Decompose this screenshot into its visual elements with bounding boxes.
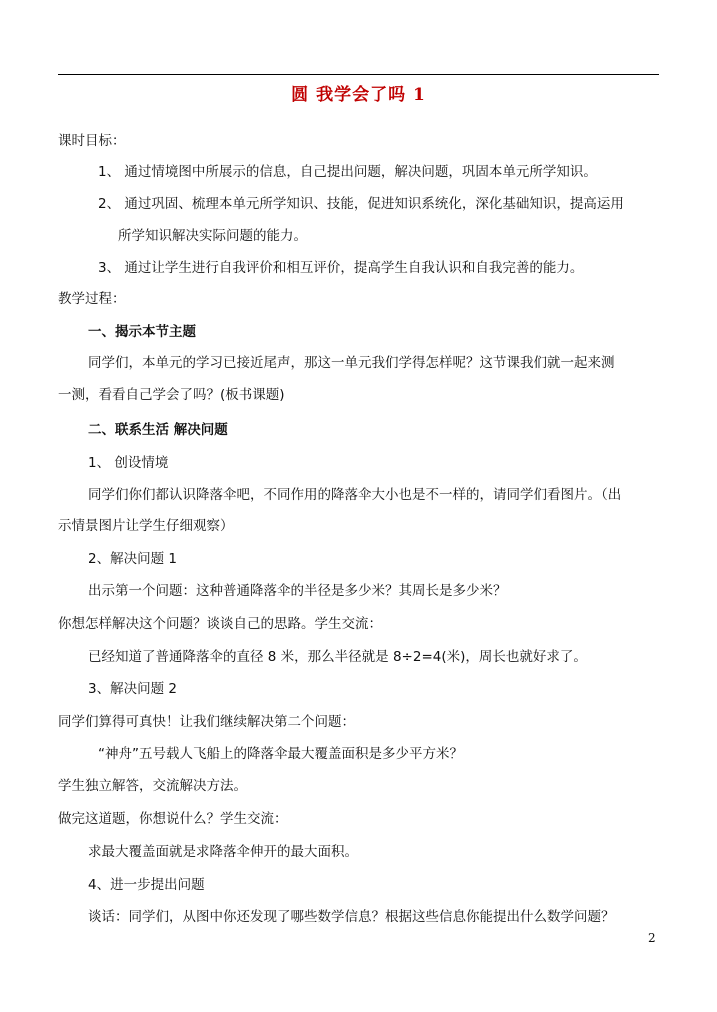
step-1-paragraph-continued: 示情景图片让学生仔细观察） — [58, 518, 234, 534]
section-1-heading: 一、揭示本节主题 — [88, 324, 196, 340]
section-1-paragraph-continued: 一测，看看自己学会了吗？(板书课题) — [58, 387, 285, 403]
process-heading: 教学过程： — [58, 291, 126, 307]
section-2-heading: 二、联系生活 解决问题 — [88, 422, 228, 438]
section-1-paragraph: 同学们，本单元的学习已接近尾声，那这一单元我们学得怎样呢？这节课我们就一起来测 — [88, 355, 615, 371]
step-3-heading: 3、解决问题 2 — [88, 681, 177, 697]
page-number: 2 — [648, 931, 656, 945]
objective-3: 3、 通过让学生进行自我评价和相互评价，提高学生自我认识和自我完善的能力。 — [98, 260, 584, 276]
objective-2: 2、 通过巩固、梳理本单元所学知识、技能，促进知识系统化，深化基础知识，提高运用 — [98, 196, 624, 212]
question-1-prompt: 你想怎样解决这个问题？谈谈自己的思路。学生交流： — [58, 616, 382, 632]
question-1: 出示第一个问题：这种普通降落伞的半径是多少米？其周长是多少米？ — [88, 583, 507, 599]
question-2-prompt: 做完这道题，你想说什么？学生交流： — [58, 811, 288, 827]
question-2-answer: 求最大覆盖面就是求降落伞伸开的最大面积。 — [88, 844, 358, 860]
question-2: “神舟”五号载人飞船上的降落伞最大覆盖面积是多少平方米？ — [98, 746, 463, 762]
step-4-heading: 4、进一步提出问题 — [88, 877, 205, 893]
step-1-heading: 1、 创设情境 — [88, 455, 169, 471]
step-4-paragraph: 谈话：同学们，从图中你还发现了哪些数学信息？根据这些信息你能提出什么数学问题？ — [88, 909, 615, 925]
question-2-instruction: 学生独立解答，交流解决方法。 — [58, 778, 247, 794]
header-rule — [58, 74, 659, 75]
question-1-answer: 已经知道了普通降落伞的直径 8 米，那么半径就是 8÷2=4(米)，周长也就好求了。 — [88, 649, 587, 665]
step-2-heading: 2、解决问题 1 — [88, 551, 177, 567]
document-title: 圆 我学会了吗 1 — [291, 85, 426, 105]
step-1-paragraph: 同学们你们都认识降落伞吧，不同作用的降落伞大小也是不一样的，请同学们看图片。（出 — [88, 487, 622, 503]
step-3-intro: 同学们算得可真快！让我们继续解决第二个问题： — [58, 714, 355, 730]
objective-1: 1、 通过情境图中所展示的信息，自己提出问题，解决问题，巩固本单元所学知识。 — [98, 164, 597, 180]
objectives-heading: 课时目标： — [58, 133, 126, 149]
objective-2-continued: 所学知识解决实际问题的能力。 — [118, 228, 307, 244]
